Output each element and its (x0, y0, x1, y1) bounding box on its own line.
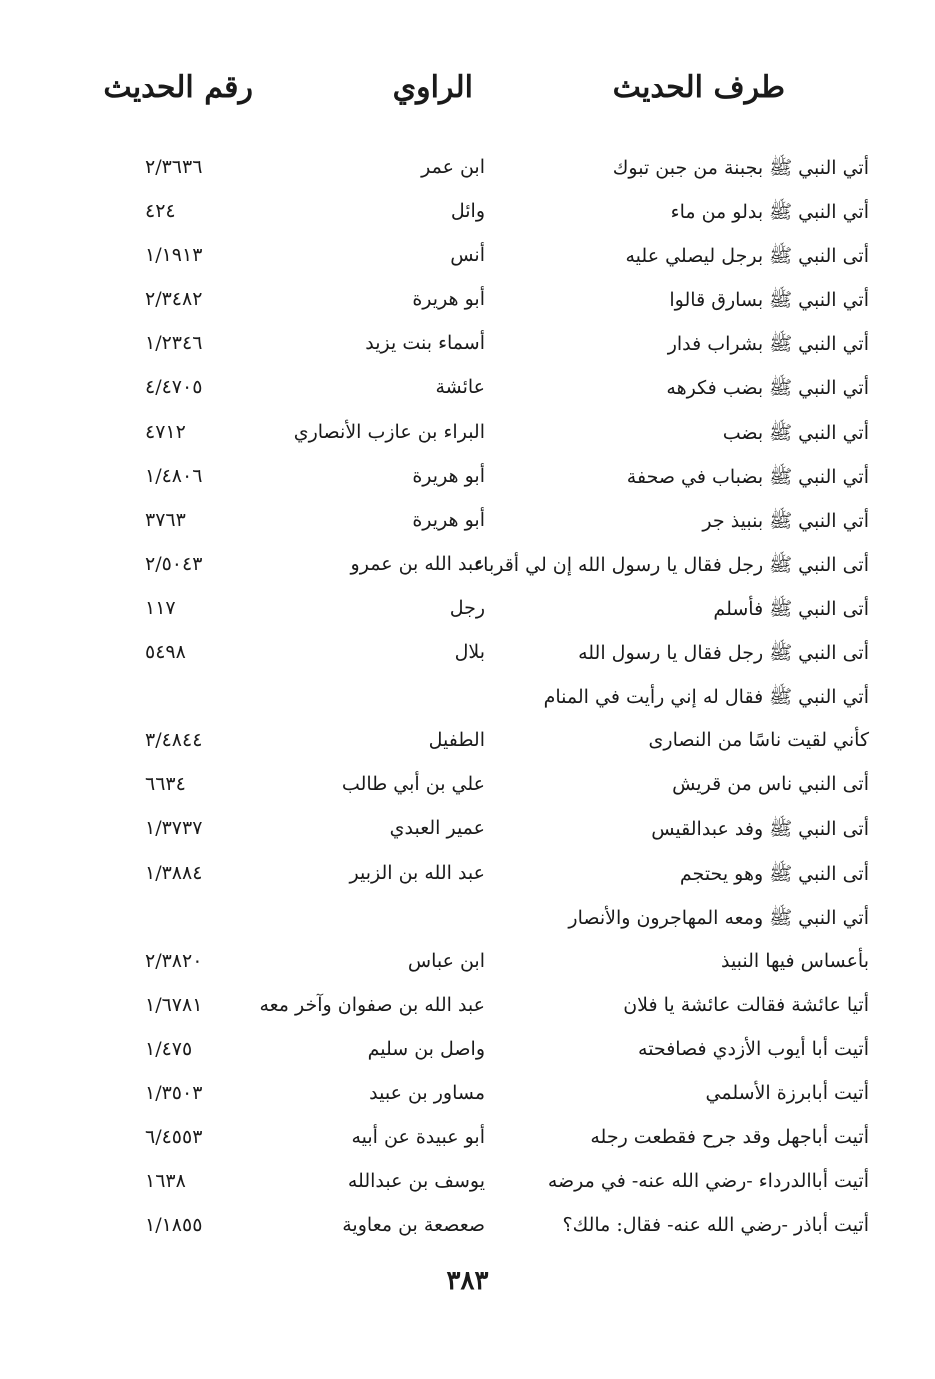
hadith-start-cell: أتيا عائشة فقالت عائشة يا فلان (623, 993, 869, 1016)
hadith-number-cell: ١/٣٥٠٣ (145, 1081, 203, 1104)
narrator-cell: أبو هريرة (412, 464, 485, 487)
narrator-cell: مساور بن عبيد (369, 1081, 485, 1104)
table-row (0, 372, 935, 416)
hadith-number-cell: ١/٣٧٣٧ (145, 817, 203, 840)
table-row (0, 328, 935, 372)
narrator-cell: ابن عمر (421, 156, 485, 178)
hadith-start-cell: أتي النبي ﷺ بجبنة من جبن تبوك (612, 157, 869, 179)
narrator-cell: أنس (450, 244, 485, 267)
table-row (0, 725, 935, 769)
hadith-number-cell: ٤/٤٧٠٥ (145, 376, 203, 399)
table-row (0, 681, 935, 725)
narrator-cell: وائل (450, 200, 485, 223)
table-row (0, 461, 935, 505)
table-row (0, 1122, 935, 1166)
hadith-start-cell: أتي النبي ﷺ بسارق قالوا (669, 289, 869, 312)
hadith-number-cell: ١/٣٨٨٤ (145, 861, 203, 884)
hadith-number-cell: ٥٤٩٨ (145, 641, 186, 664)
hadith-number-cell: ١١٧ (145, 596, 176, 619)
hadith-start-cell: أتى النبي ناس من قريش (672, 773, 869, 796)
narrator-cell: يوسف بن عبدالله (347, 1170, 485, 1193)
narrator-cell: بلال (454, 641, 485, 664)
hadith-start-cell: أتى النبي ﷺ رجل فقال يا رسول الله إن لي أقرباء (474, 553, 869, 576)
narrator-cell: عبد الله بن صفوان وآخر معه (259, 993, 485, 1016)
hadith-start-cell: أتى النبي ﷺ برجل ليصلي عليه (625, 245, 869, 268)
hadith-number-cell: ٣/٤٨٤٤ (145, 729, 203, 752)
table-row (0, 990, 935, 1034)
table-row (0, 858, 935, 902)
narrator-cell: ابن عباس (407, 949, 485, 972)
hadith-number-cell: ١/١٨٥٥ (145, 1214, 203, 1237)
hadith-number-cell: ١/٦٧٨١ (145, 993, 203, 1016)
hadith-number-cell: ٣٧٦٣ (145, 508, 186, 531)
narrator-cell: عمير العبدي (389, 817, 485, 840)
narrator-cell: أسماء بنت يزيد (365, 332, 485, 355)
narrator-cell: رجل (449, 596, 485, 619)
hadith-number-cell: ١/١٩١٣ (145, 244, 203, 267)
hadith-start-cell: أتى النبي ﷺ وهو يحتجم (679, 862, 869, 885)
hadith-start-cell: أتي النبي ﷺ بشراب فدار (667, 333, 869, 356)
table-row (0, 284, 935, 328)
table-row (0, 902, 935, 946)
table-row (0, 152, 935, 196)
table-row (0, 637, 935, 681)
hadith-start-cell: أتي النبي ﷺ ومعه المهاجرون والأنصار (568, 906, 869, 929)
hadith-start-cell: أتيت أبا أيوب الأزدي فصافحته (638, 1037, 869, 1060)
hadith-number-cell: ٢/٣٨٢٠ (145, 949, 203, 972)
table-row (0, 1210, 935, 1254)
narrator-cell: صعصعة بن معاوية (342, 1214, 485, 1237)
hadith-start-cell: أتي النبي ﷺ بضب فكرهه (666, 377, 869, 400)
hadith-number-cell: ٢/٥٠٤٣ (145, 552, 203, 575)
narrator-cell: عبد الله بن الزبير (349, 861, 485, 884)
table-row (0, 196, 935, 240)
hadith-number-cell: ١/٤٨٠٦ (145, 464, 203, 487)
table-row (0, 549, 935, 593)
hadith-start-cell: أتى النبي ﷺ وفد عبدالقيس (651, 818, 869, 841)
table-row (0, 1166, 935, 1210)
table-row (0, 417, 935, 461)
hadith-number-cell: ١٦٣٨ (145, 1170, 186, 1193)
table-row (0, 1078, 935, 1122)
table-row (0, 505, 935, 549)
header-narrator: الراوي (392, 70, 473, 105)
index-table (0, 152, 935, 1254)
table-row (0, 240, 935, 284)
narrator-cell: البراء بن عازب الأنصاري (293, 420, 485, 443)
hadith-start-cell: أتيت أبابرزة الأسلمي (705, 1081, 869, 1104)
narrator-cell: عائشة (435, 376, 485, 399)
hadith-start-cell: كأني لقيت ناسًا من النصارى (648, 729, 869, 752)
hadith-number-cell: ١/٤٧٥ (145, 1037, 193, 1060)
hadith-start-cell: بأعساس فيها النبيذ (720, 949, 869, 972)
hadith-start-cell: أتيت أباالدرداء -رضي الله عنه- في مرضه (547, 1170, 869, 1193)
narrator-cell: أبو عبيدة عن أبيه (351, 1126, 485, 1149)
hadith-start-cell: أتيت أباذر -رضي الله عنه- فقال: مالك؟ (562, 1214, 869, 1237)
table-row (0, 769, 935, 813)
narrator-cell: عبد الله بن عمرو (350, 552, 485, 575)
table-row (0, 813, 935, 857)
hadith-start-cell: أتي النبي ﷺ بدلو من ماء (670, 201, 869, 224)
narrator-cell: أبو هريرة (412, 288, 485, 311)
page-number: ٣٨٣ (446, 1266, 489, 1296)
narrator-cell: علي بن أبي طالب (341, 773, 485, 796)
table-row (0, 1034, 935, 1078)
hadith-start-cell: أتي النبي ﷺ بضباب في صحفة (626, 465, 869, 488)
hadith-number-cell: ٢/٣٤٨٢ (145, 288, 203, 311)
narrator-cell: واصل بن سليم (367, 1037, 485, 1060)
hadith-start-cell: أتيت أباجهل وقد جرح فقطعت رجله (590, 1126, 869, 1149)
hadith-start-cell: أتى النبي ﷺ رجل فقال يا رسول الله (578, 642, 869, 665)
hadith-number-cell: ٦٦٣٤ (145, 773, 186, 796)
hadith-number-cell: ١/٢٣٤٦ (145, 332, 203, 355)
hadith-start-cell: أتي النبي ﷺ فقال له إني رأيت في المنام (543, 686, 869, 709)
narrator-cell: أبو هريرة (412, 508, 485, 531)
hadith-number-cell: ٢/٣٦٣٦ (145, 156, 203, 178)
header-hadith-number: رقم الحديث (103, 70, 253, 105)
hadith-start-cell: أتي النبي ﷺ بضب (722, 421, 869, 444)
hadith-start-cell: أتى النبي ﷺ فأسلم (713, 597, 869, 620)
narrator-cell: الطفيل (428, 729, 485, 752)
hadith-number-cell: ٤٢٤ (145, 200, 176, 223)
table-row (0, 946, 935, 990)
header-hadith-start: طرف الحديث (612, 70, 785, 105)
hadith-number-cell: ٦/٤٥٥٣ (145, 1126, 203, 1149)
hadith-start-cell: أتي النبي ﷺ بنبيذ جر (702, 509, 869, 532)
hadith-number-cell: ٤٧١٢ (145, 420, 186, 443)
table-row (0, 593, 935, 637)
